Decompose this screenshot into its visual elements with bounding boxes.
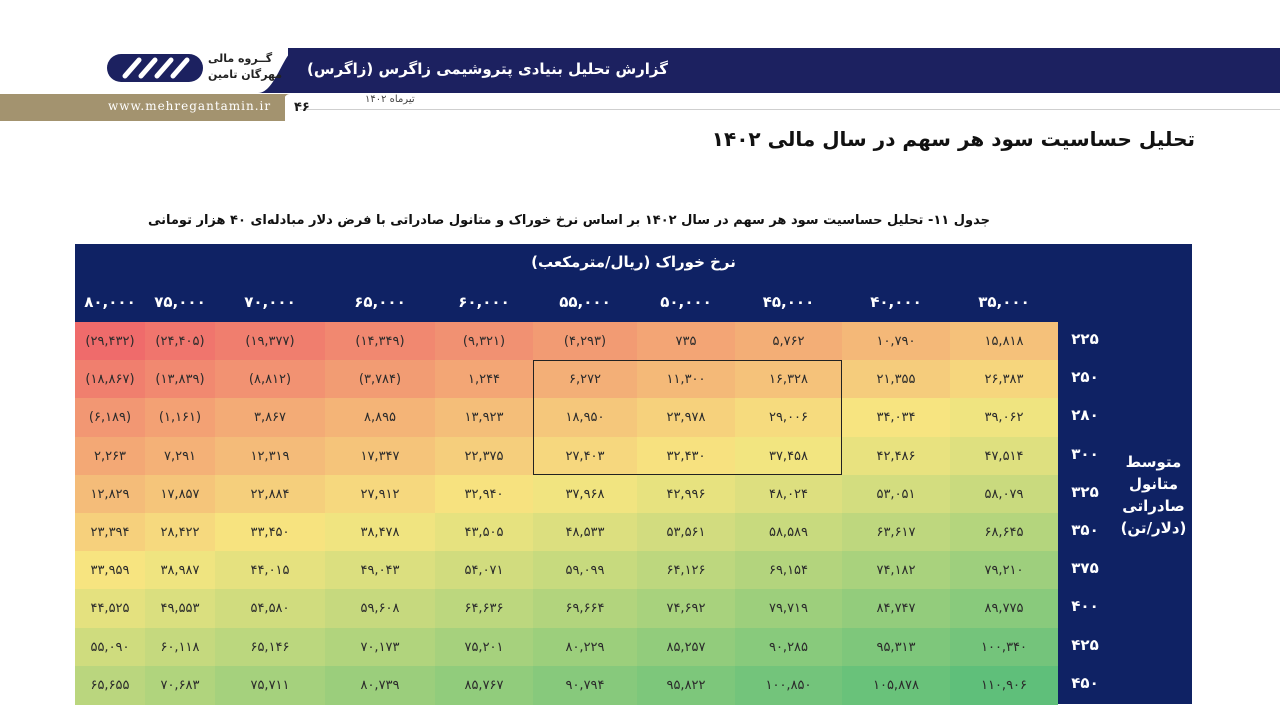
row-header: ۳۷۵	[1071, 559, 1099, 578]
table-cell: (۸,۸۱۲)	[215, 360, 325, 399]
table-cell: ۴۷,۵۱۴	[950, 437, 1058, 476]
table-cell: ۷۰,۱۷۳	[325, 628, 435, 667]
table-cell: ۳۴,۰۳۴	[842, 398, 950, 437]
table-cell: ۱۳,۹۲۳	[435, 398, 533, 437]
table-cell: ۱۲,۸۲۹	[75, 475, 145, 514]
column-header: ۷۵,۰۰۰	[154, 293, 206, 311]
table-cell: ۴۴,۰۱۵	[215, 551, 325, 590]
table-cell: ۴۳,۵۰۵	[435, 513, 533, 552]
row-header: ۲۵۰	[1071, 368, 1099, 387]
table-cell: ۲,۲۶۳	[75, 437, 145, 476]
table-cell: ۳۳,۴۵۰	[215, 513, 325, 552]
table-cell: (۶,۱۸۹)	[75, 398, 145, 437]
table-cell: ۱۱,۳۰۰	[637, 360, 735, 399]
table-cell: ۷۵,۷۱۱	[215, 666, 325, 705]
row-header: ۳۰۰	[1071, 444, 1099, 463]
row-header: ۳۵۰	[1071, 521, 1099, 539]
table-cell: ۶۵,۱۴۶	[215, 628, 325, 667]
table-cell: ۳۲,۹۴۰	[435, 475, 533, 514]
table-cell: (۱۹,۳۷۷)	[215, 322, 325, 361]
table-cell: ۱۵,۸۱۸	[950, 322, 1058, 361]
logo-text-line1: گــروه مالی	[208, 52, 273, 65]
table-cell: ۹۵,۸۲۲	[637, 666, 735, 705]
header-divider	[300, 109, 1280, 110]
table-cell: ۷۹,۷۱۹	[735, 589, 842, 628]
table-cell: ۸۵,۷۶۷	[435, 666, 533, 705]
table-cell: ۵۹,۶۰۸	[325, 589, 435, 628]
table-cell: ۲۷,۴۰۳	[533, 437, 637, 476]
table-cell: ۶۹,۱۵۴	[735, 551, 842, 590]
table-cell: ۷۴,۱۸۲	[842, 551, 950, 590]
table-cell: ۴۹,۰۴۳	[325, 551, 435, 590]
table-cell: ۱۱۰,۹۰۶	[950, 666, 1058, 705]
column-header: ۴۵,۰۰۰	[762, 293, 815, 311]
column-header: ۸۰,۰۰۰	[84, 293, 136, 311]
table-cell: ۶۳,۶۱۷	[842, 513, 950, 552]
row-header: ۲۸۰	[1071, 406, 1099, 425]
table-cell: ۲۱,۳۵۵	[842, 360, 950, 399]
table-cell: ۱۰۰,۳۴۰	[950, 628, 1058, 667]
page-number: ۴۶	[294, 100, 310, 115]
table-cell: ۵۵,۰۹۰	[75, 628, 145, 667]
table-cell: ۳۷,۹۶۸	[533, 475, 637, 514]
table-caption: جدول ۱۱- تحلیل حساسیت سود هر سهم در سال ۱۴۰۲ بر اساس نرخ خوراک و متانول صادراتی با فرض دلار مبادله‌ای ۴۰ هزار تومانی	[147, 213, 990, 228]
column-header: ۶۵,۰۰۰	[354, 293, 406, 311]
table-cell: ۹۰,۲۸۵	[735, 628, 842, 667]
table-cell: ۴۴,۵۲۵	[75, 589, 145, 628]
table-cell: ۵۴,۰۷۱	[435, 551, 533, 590]
table-cell: ۸۴,۷۴۷	[842, 589, 950, 628]
table-cell: ۲۹,۰۰۶	[735, 398, 842, 437]
table-cell: ۱۷,۳۴۷	[325, 437, 435, 476]
section-title: تحلیل حساسیت سود هر سهم در سال مالی ۱۴۰۲	[711, 127, 1195, 151]
column-header: ۵۵,۰۰۰	[559, 293, 611, 311]
table-cell: ۷۴,۶۹۲	[637, 589, 735, 628]
table-cell: ۳,۸۶۷	[215, 398, 325, 437]
table-cell: ۲۲,۳۷۵	[435, 437, 533, 476]
table-cell: ۳۸,۴۷۸	[325, 513, 435, 552]
table-cell: ۴۸,۵۳۳	[533, 513, 637, 552]
website-url[interactable]: www.mehregantamin.ir	[108, 99, 272, 113]
table-cell: ۲۸,۴۲۲	[145, 513, 215, 552]
table-cell: ۳۸,۹۸۷	[145, 551, 215, 590]
table-cell: ۳۷,۴۵۸	[735, 437, 842, 476]
table-cell: ۱۷,۸۵۷	[145, 475, 215, 514]
table-cell: ۷,۲۹۱	[145, 437, 215, 476]
table-cell: ۴۲,۹۹۶	[637, 475, 735, 514]
table-cell: ۲۳,۹۷۸	[637, 398, 735, 437]
column-header: ۵۰,۰۰۰	[660, 293, 712, 311]
table-cell: ۵۹,۰۹۹	[533, 551, 637, 590]
table-cell: ۸۰,۲۲۹	[533, 628, 637, 667]
column-axis-label: نرخ خوراک (ریال/مترمکعب)	[531, 253, 736, 271]
table-cell: ۵۸,۵۸۹	[735, 513, 842, 552]
table-cell: ۴۹,۵۵۳	[145, 589, 215, 628]
table-cell: (۱۴,۳۴۹)	[325, 322, 435, 361]
report-date: تیرماه ۱۴۰۲	[365, 94, 415, 105]
table-cell: ۶۹,۶۶۴	[533, 589, 637, 628]
table-cell: ۶۰,۱۱۸	[145, 628, 215, 667]
row-header: ۴۵۰	[1071, 673, 1099, 692]
table-cell: (۴,۲۹۳)	[533, 322, 637, 361]
table-cell: (۲۴,۴۰۵)	[145, 322, 215, 361]
row-header: ۲۲۵	[1071, 330, 1099, 348]
table-cell: ۱۰۵,۸۷۸	[842, 666, 950, 705]
table-cell: (۱۸,۸۶۷)	[75, 360, 145, 399]
table-cell: (۱,۱۶۱)	[145, 398, 215, 437]
table-cell: ۱۰,۷۹۰	[842, 322, 950, 361]
table-cell: ۹۰,۷۹۴	[533, 666, 637, 705]
row-axis-label: متوسط متانول صادراتی (دلار/تن)	[1120, 453, 1187, 537]
table-cell: (۱۳,۸۳۹)	[145, 360, 215, 399]
table-cell: ۶۴,۶۳۶	[435, 589, 533, 628]
table-cell: (۳,۷۸۴)	[325, 360, 435, 399]
table-cell: ۲۶,۳۸۳	[950, 360, 1058, 399]
table-cell: (۹,۳۲۱)	[435, 322, 533, 361]
table-cell: ۴۲,۴۸۶	[842, 437, 950, 476]
row-header: ۴۰۰	[1071, 597, 1099, 616]
row-header: ۴۲۵	[1071, 635, 1099, 654]
table-cell: ۲۲,۸۸۴	[215, 475, 325, 514]
table-cell: ۱,۲۴۴	[435, 360, 533, 399]
table-cell: ۶۸,۶۴۵	[950, 513, 1058, 552]
column-header: ۴۰,۰۰۰	[870, 293, 922, 311]
row-header: ۳۲۵	[1071, 482, 1099, 501]
table-cell: ۳۳,۹۵۹	[75, 551, 145, 590]
table-cell: ۲۷,۹۱۲	[325, 475, 435, 514]
table-cell: ۱۲,۳۱۹	[215, 437, 325, 476]
table-cell: (۲۹,۴۳۲)	[75, 322, 145, 361]
table-cell: ۷۳۵	[637, 322, 735, 361]
table-cell: ۱۸,۹۵۰	[533, 398, 637, 437]
table-cell: ۷۵,۲۰۱	[435, 628, 533, 667]
table-cell: ۵۸,۰۷۹	[950, 475, 1058, 514]
table-cell: ۶۴,۱۲۶	[637, 551, 735, 590]
table-cell: ۹۵,۳۱۳	[842, 628, 950, 667]
company-logo-icon	[105, 50, 205, 86]
table-cell: ۸۹,۷۷۵	[950, 589, 1058, 628]
table-cell: ۳۲,۴۳۰	[637, 437, 735, 476]
table-cell: ۷۹,۲۱۰	[950, 551, 1058, 590]
table-cell: ۵۳,۰۵۱	[842, 475, 950, 514]
table-cell: ۱۶,۳۲۸	[735, 360, 842, 399]
column-header: ۳۵,۰۰۰	[978, 293, 1030, 311]
table-cell: ۸,۸۹۵	[325, 398, 435, 437]
column-header: ۶۰,۰۰۰	[458, 293, 510, 311]
report-title: گزارش تحلیل بنیادی پتروشیمی زاگرس (زاگرس)	[307, 60, 668, 78]
table-cell: ۸۵,۲۵۷	[637, 628, 735, 667]
table-cell: ۶,۲۷۲	[533, 360, 637, 399]
table-cell: ۴۸,۰۲۴	[735, 475, 842, 514]
table-cell: ۵۳,۵۶۱	[637, 513, 735, 552]
table-cell: ۷۰,۶۸۳	[145, 666, 215, 705]
logo-text-line2: مهرگان تامین	[208, 68, 283, 81]
table-cell: ۸۰,۷۳۹	[325, 666, 435, 705]
table-cell: ۱۰۰,۸۵۰	[735, 666, 842, 705]
table-cell: ۵,۷۶۲	[735, 322, 842, 361]
table-cell: ۶۵,۶۵۵	[75, 666, 145, 705]
table-cell: ۲۳,۳۹۴	[75, 513, 145, 552]
column-header: ۷۰,۰۰۰	[244, 293, 296, 311]
table-cell: ۵۴,۵۸۰	[215, 589, 325, 628]
table-cell: ۳۹,۰۶۲	[950, 398, 1058, 437]
